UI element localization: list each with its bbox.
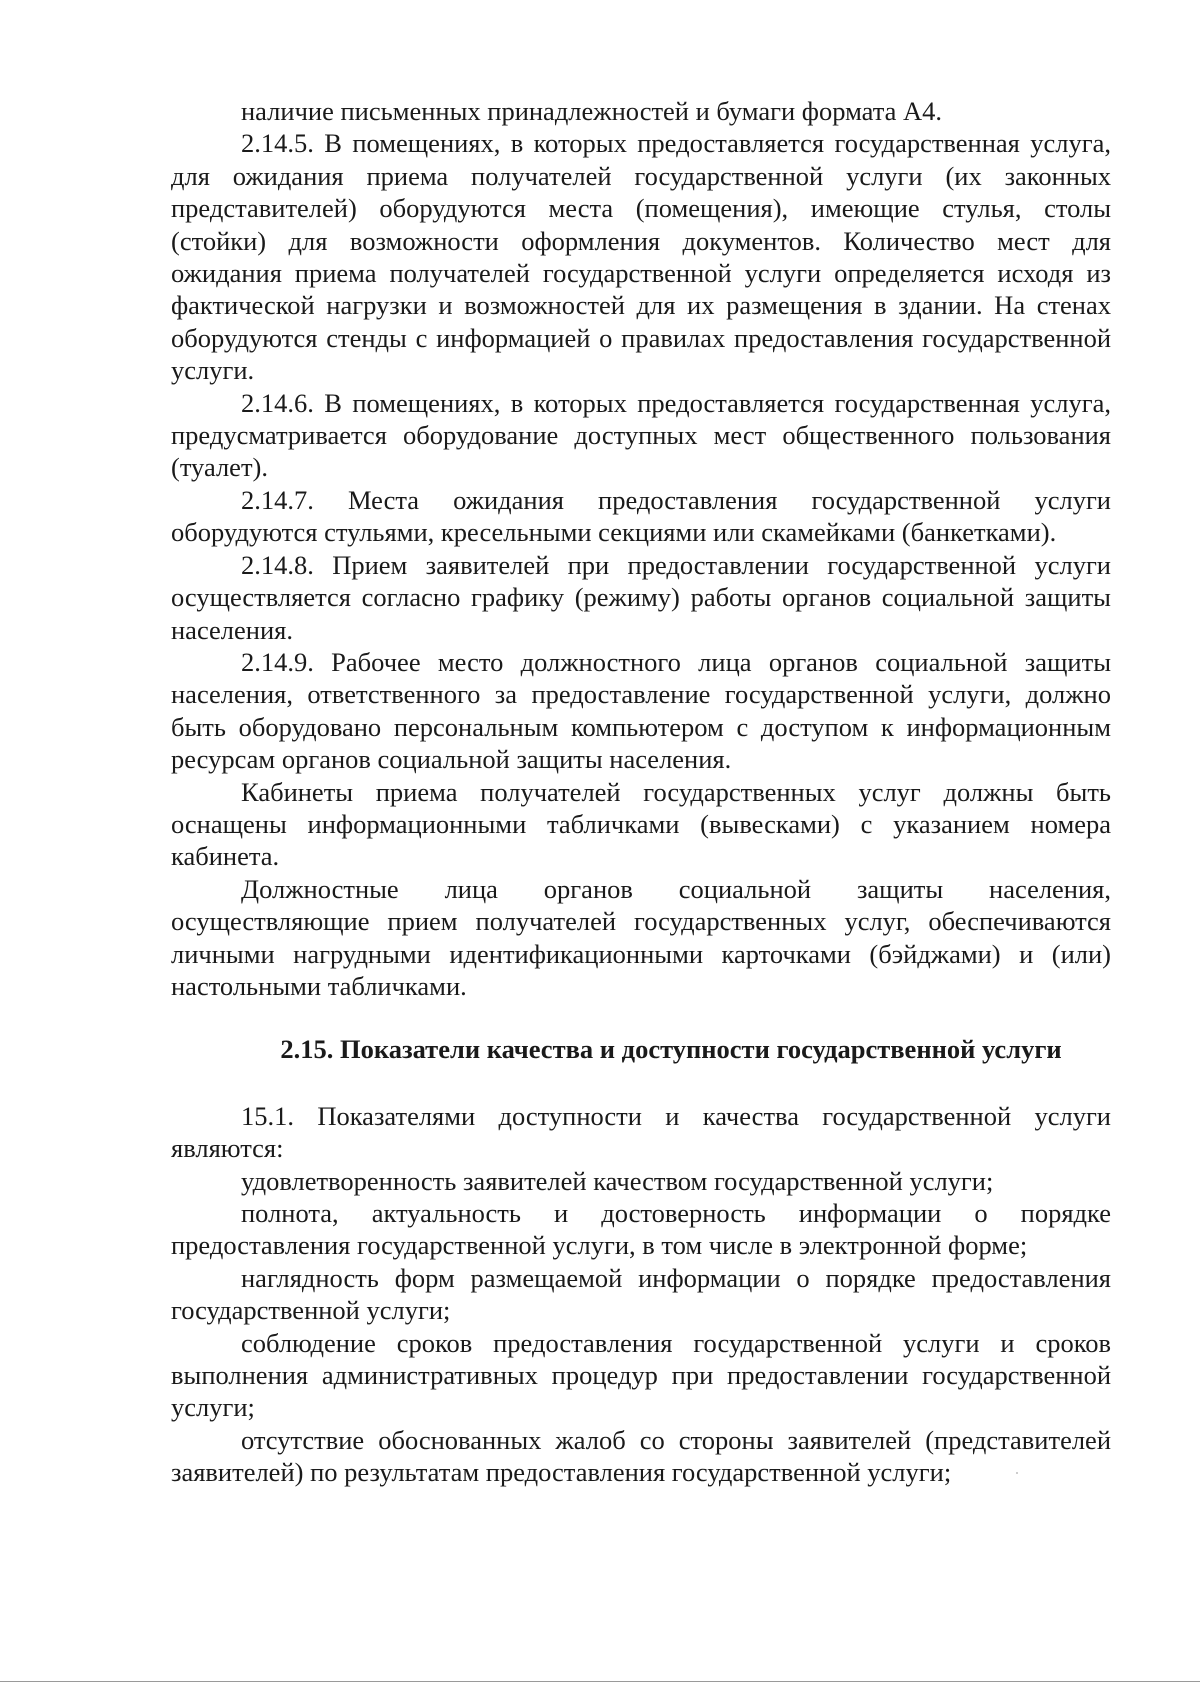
spacer bbox=[171, 1002, 1111, 1033]
list-item-no-complaints: отсутствие обоснованных жалоб со стороны заявителей (представителей заявителей) по результатам предоставления государственной услуги; bbox=[171, 1424, 1111, 1488]
paragraph-2-14-6: 2.14.6. В помещениях, в которых предоставляется государственная услуга, предусматривается оборудование доступных мест общественного пользования (туалет). bbox=[171, 387, 1111, 483]
section-heading-2-15: 2.15. Показатели качества и доступности государственной услуги bbox=[280, 1034, 1062, 1065]
paragraph-2-14-9: 2.14.9. Рабочее место должностного лица органов социальной защиты населения, ответственного за предоставление государственной услуги, должно быть оборудовано персональным компьютером с доступом к информационным ресурсам органов социальной защиты населения. bbox=[171, 646, 1111, 775]
spacer bbox=[171, 1066, 1111, 1100]
scan-speck bbox=[1016, 1472, 1018, 1474]
paragraph-2-14-5: 2.14.5. В помещениях, в которых предоставляется государственная услуга, для ожидания приема получателей государственной услуги (их законных представителей) оборудуются места (помещения), имеющие стулья, столы (стойки) для возможности оформления документов. Количество мест для ожидания приема получателей государственной услуги определяется исходя из фактической нагрузки и возможностей для их размещения в здании. На стенах оборудуются стенды с информацией о правилах предоставления государственной услуги. bbox=[171, 128, 1111, 386]
list-item-satisfaction: удовлетворенность заявителей качеством государственной услуги; bbox=[241, 1165, 994, 1196]
list-item-information-completeness: полнота, актуальность и достоверность информации о порядке предоставления государственной услуги, в том числе в электронной форме; bbox=[171, 1198, 1111, 1261]
paragraph-15-1: 15.1. Показателями доступности и качества государственной услуги являются: bbox=[171, 1100, 1111, 1164]
paragraph-2-14-7: 2.14.7. Места ожидания предоставления государственной услуги оборудуются стульями, кресельными секциями или скамейками (банкетками). bbox=[171, 484, 1111, 548]
paragraph-a4-supplies: наличие письменных принадлежностей и бумаги формата А4. bbox=[241, 96, 943, 126]
scan-edge-line bbox=[0, 1681, 1200, 1682]
paragraph-cabinet-signs: Кабинеты приема получателей государственных услуг должны быть оснащены информационными табличками (вывесками) с указанием номера кабинета. bbox=[171, 776, 1111, 872]
document-body bbox=[171, 95, 1111, 1489]
list-item-visual-clarity: наглядность форм размещаемой информации о порядке предоставления государственной услуги; bbox=[171, 1262, 1111, 1326]
paragraph-staff-badges: Должностные лица органов социальной защиты населения, осуществляющие прием получателей государственных услуг, обеспечиваются личными нагрудными идентификационными карточками (бэйджами) и (или) настольными табличками. bbox=[171, 873, 1111, 1001]
list-item-deadlines: соблюдение сроков предоставления государственной услуги и сроков выполнения административных процедур при предоставлении государственной услуги; bbox=[171, 1327, 1111, 1423]
paragraph-2-14-8: 2.14.8. Прием заявителей при предоставлении государственной услуги осуществляется согласно графику (режиму) работы органов социальной защиты населения. bbox=[171, 549, 1111, 645]
